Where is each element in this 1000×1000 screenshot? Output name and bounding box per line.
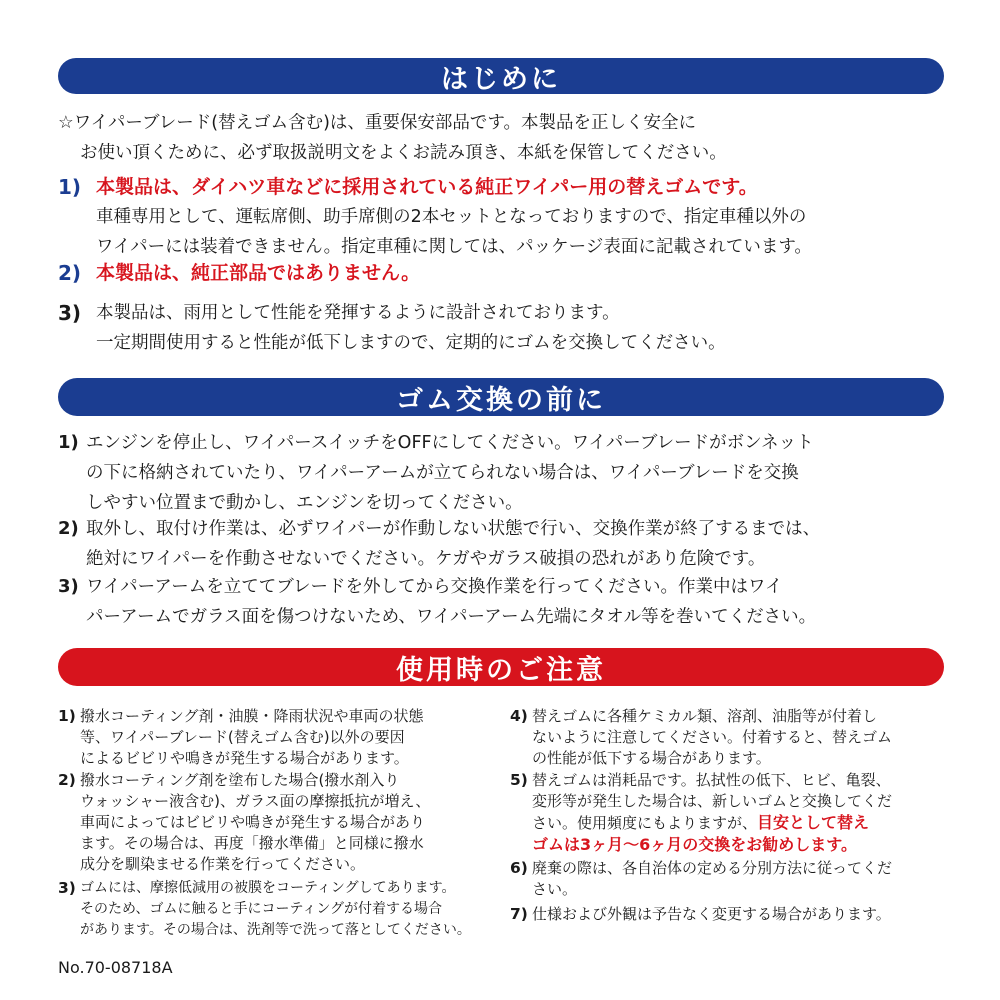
item-line: 一定期間使用すると性能が低下しますので、定期的にゴムを交換してください。 <box>96 333 726 353</box>
item-line: の性能が低下する場合があります。 <box>532 749 771 767</box>
item-number: 2) <box>58 771 76 789</box>
item-line: 替えゴムは消耗品です。払拭性の低下、ヒビ、亀裂、 <box>532 771 891 789</box>
item-number: 1) <box>58 175 82 199</box>
item-number: 2) <box>58 261 82 285</box>
section-banner-intro <box>58 58 944 94</box>
item-line-text: さい。使用頻度にもよりますが、 <box>532 814 758 832</box>
item-line: 撥水コーティング剤・油膜・降雨状況や車両の状態 <box>80 707 424 725</box>
item-number: 4) <box>510 707 528 725</box>
item-line: 本製品は、雨用として性能を発揮するように設計されております。 <box>96 303 620 323</box>
item-number: 3) <box>58 576 79 597</box>
item-line: しやすい位置まで動かし、エンジンを切ってください。 <box>86 493 523 513</box>
intro-line: お使い頂くために、必ず取扱説明文をよくお読み頂き、本紙を保管してください。 <box>80 143 727 163</box>
item-line: ワイパーには装着できません。指定車種に関しては、パッケージ表面に記載されています。 <box>96 237 812 257</box>
caution-item-7 <box>510 904 960 925</box>
caution-item-6 <box>510 858 960 900</box>
item-line: ゴムには、摩擦低減用の被膜をコーティングしてあります。 <box>80 880 456 896</box>
item-line: ます。その場合は、再度「撥水準備」と同様に撥水 <box>80 834 424 852</box>
item-line: エンジンを停止し、ワイパースイッチをOFFにしてください。ワイパーブレードがボンネット <box>86 433 814 453</box>
item-line: の下に格納されていたり、ワイパーアームが立てられない場合は、ワイパーブレードを交換 <box>86 463 799 483</box>
item-line: 仕様および外観は予告なく変更する場合があります。 <box>532 905 891 923</box>
item-number: 5) <box>510 771 528 789</box>
item-line: 車両によってはビビリや鳴きが発生する場合があり <box>80 813 426 831</box>
item-number: 1) <box>58 707 76 725</box>
product-number: No.70-08718A <box>58 958 173 977</box>
caution-item-3 <box>58 878 508 941</box>
section-banner-before-replacement <box>58 378 944 416</box>
item-line: ウォッシャー液含む)、ガラス面の摩擦抵抗が増え、 <box>80 792 431 810</box>
highlight-text: 本製品は、純正部品ではありません。 <box>96 262 421 284</box>
item-line: 等、ワイパーブレード(替えゴム含む)以外の要因 <box>80 728 405 746</box>
intro-item-1 <box>58 172 958 262</box>
item-line: 変形等が発生した場合は、新しいゴムと交換してくだ <box>532 792 893 810</box>
item-line: 廃棄の際は、各自治体の定める分別方法に従ってくだ <box>532 859 893 877</box>
before-item-1 <box>58 428 958 518</box>
replacement-recommendation: 目安として替え <box>757 813 870 832</box>
item-number: 7) <box>510 905 528 923</box>
item-line: そのため、ゴムに触ると手にコーティングが付着する場合 <box>80 901 443 917</box>
item-line: 取外し、取付け作業は、必ずワイパーが作動しない状態で行い、交換作業が終了するまでは、 <box>86 519 821 539</box>
section-title: ゴム交換の前に <box>396 384 606 416</box>
section-title: 使用時のご注意 <box>396 654 606 686</box>
item-line: パーアームでガラス面を傷つけないため、ワイパーアーム先端にタオル等を巻いてください。 <box>86 607 817 627</box>
section-banner-usage-cautions <box>58 648 944 686</box>
item-line: さい。 <box>532 880 578 898</box>
item-number: 2) <box>58 518 79 539</box>
item-line: があります。その場合は、洗剤等で洗って落としてください。 <box>80 922 471 938</box>
intro-line: ☆ワイパーブレード(替えゴム含む)は、重要保安部品です。本製品を正しく安全に <box>58 113 696 133</box>
intro-text <box>58 108 958 168</box>
item-line: によるビビリや鳴きが発生する場合があります。 <box>80 749 409 767</box>
intro-item-2 <box>58 258 958 288</box>
item-line: 車種専用として、運転席側、助手席側の2本セットとなっておりますので、指定車種以外の <box>96 207 807 227</box>
item-line: 替えゴムに各種ケミカル類、溶剤、油脂等が付着し <box>532 707 878 725</box>
item-line: 絶対にワイパーを作動させないでください。ケガやガラス破損の恐れがあり危険です。 <box>86 549 766 569</box>
item-number: 6) <box>510 859 528 877</box>
caution-item-1 <box>58 706 508 769</box>
before-item-2 <box>58 514 958 574</box>
item-line <box>532 812 960 834</box>
caution-item-5 <box>510 770 960 855</box>
item-line: ワイパーアームを立ててブレードを外してから交換作業を行ってください。作業中はワイ <box>86 577 783 597</box>
highlight-text: 本製品は、ダイハツ車などに採用されている純正ワイパー用の替えゴムです。 <box>96 176 758 198</box>
item-line: ないように注意してください。付着すると、替えゴム <box>532 728 893 746</box>
item-number: 3) <box>58 879 76 897</box>
item-number: 3) <box>58 301 82 325</box>
item-number: 1) <box>58 432 79 453</box>
section-title: はじめに <box>441 63 561 95</box>
caution-item-4 <box>510 706 960 769</box>
replacement-recommendation: ゴムは3ヶ月〜6ヶ月の交換をお勧めします。 <box>532 835 857 854</box>
item-line: 成分を馴染ませる作業を行ってください。 <box>80 855 366 873</box>
before-item-3 <box>58 572 958 632</box>
item-line: 撥水コーティング剤を塗布した場合(撥水剤入り <box>80 771 400 789</box>
intro-item-3 <box>58 298 958 358</box>
caution-item-2 <box>58 770 508 875</box>
